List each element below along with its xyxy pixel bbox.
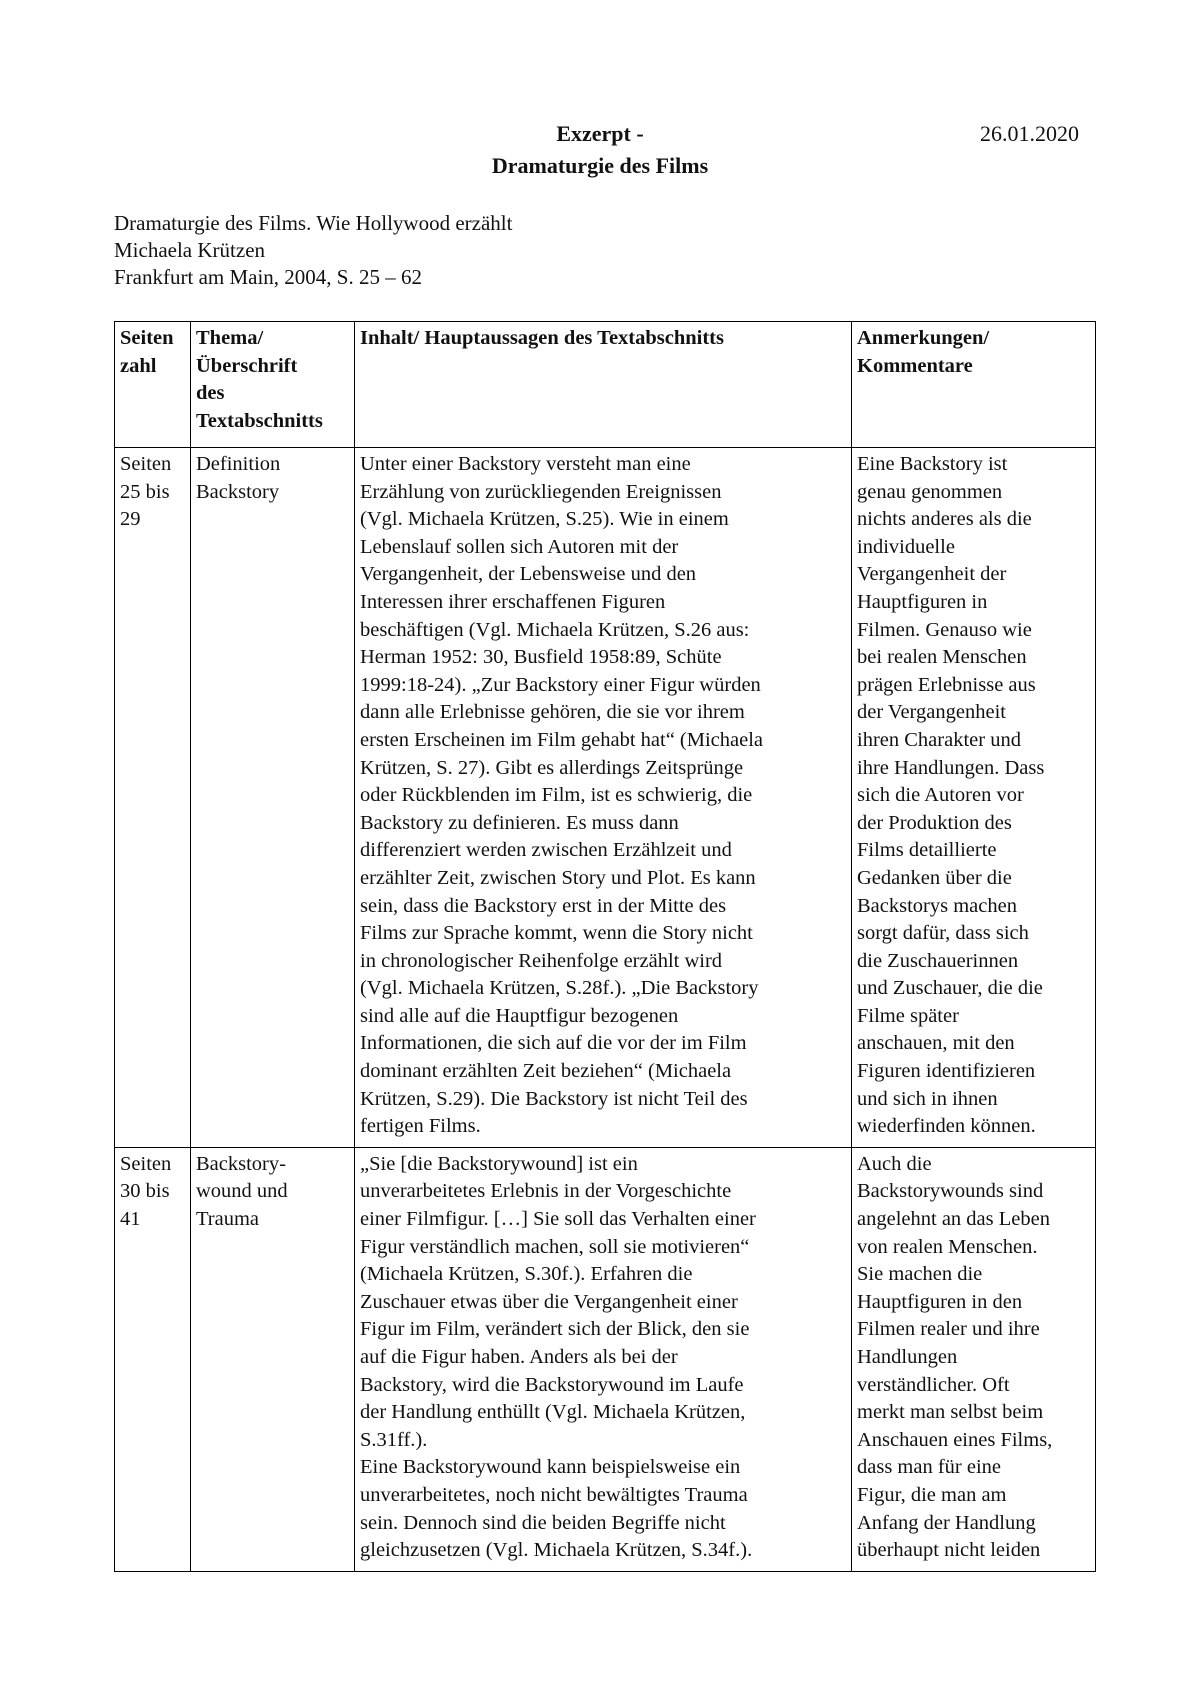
header-topic: Thema/ Überschrift des Textabschnitts [191,322,355,448]
table-row [115,448,1096,1148]
table-header-row [115,322,1096,448]
row-pages-cell: Seiten 30 bis 41 [115,1147,191,1571]
row-content-cell: Unter einer Backstory versteht man eine Erzählung von zurückliegenden Ereignissen (Vgl. Michaela Krützen, S.25). Wie in einem Lebenslauf sollen sich Autoren mit der Vergangenheit, der Lebensweise und den Interessen ihrer erschaffenen Figuren beschäftigen (Vgl. Michaela Krützen, S.26 aus: Herman 1952: 30, Busfield 1958:89, Schüte 1999:18-24). „Zur Backstory einer Figur würden dann alle Erlebnisse gehören, die sie vor ihrem ersten Erscheinen im Film gehabt hat“ (Michaela Krützen, S. 27). Gibt es allerdings Zeitsprünge oder Rückblenden im Film, ist es schwierig, die Backstory zu definieren. Es muss dann differenziert werden zwischen Erzählzeit und erzählter Zeit, zwischen Story und Plot. Es kann sein, dass die Backstory erst in der Mitte des Films zur Sprache kommt, wenn die Story nicht in chronologischer Reihenfolge erzählt wird (Vgl. Michaela Krützen, S.28f.). „Die Backstory sind alle auf die Hauptfigur bezogenen Informationen, die sich auf die vor der im Film dominant erzählten Zeit beziehen“ (Michaela Krützen, S.29). Die Backstory ist nicht Teil des fertigen Films. [355,448,852,1148]
source-author: Michaela Krützen [114,238,266,262]
source-reference [114,210,512,291]
row-content-cell: „Sie [die Backstorywound] ist ein unverarbeitetes Erlebnis in der Vorgeschichte einer Filmfigur. […] Sie soll das Verhalten einer Figur verständlich machen, soll sie motivieren“ (Michaela Krützen, S.30f.). Erfahren die Zuschauer etwas über die Vergangenheit einer Figur im Film, verändert sich der Blick, den sie auf die Figur haben. Anders als bei der Backstory, wird die Backstorywound im Laufe der Handlung enthüllt (Vgl. Michaela Krützen, S.31ff.). Eine Backstorywound kann beispielsweise ein unverarbeitetes, noch nicht bewältigtes Trauma sein. Dennoch sind die beiden Begriffe nicht gleichzusetzen (Vgl. Michaela Krützen, S.34f.). [355,1147,852,1571]
header-content: Inhalt/ Hauptaussagen des Textabschnitts [355,322,852,448]
title-line-1: Exzerpt - [556,121,644,146]
title-line-2: Dramaturgie des Films [491,153,709,178]
source-publication: Frankfurt am Main, 2004, S. 25 – 62 [114,265,422,289]
source-book-title: Dramaturgie des Films. Wie Hollywood erzählt [114,211,513,235]
header-pages: Seiten zahl [115,322,191,448]
excerpt-table [114,321,1096,1572]
table-row [115,1147,1096,1571]
row-notes-cell: Eine Backstory ist genau genommen nichts anderes als die individuelle Vergangenheit der Hauptfiguren in Filmen. Genauso wie bei realen Menschen prägen Erlebnisse aus der Vergangenheit ihren Charakter und ihre Handlungen. Dass sich die Autoren vor der Produktion des Films detaillierte Gedanken über die Backstorys machen sorgt dafür, dass sich die Zuschauerinnen und Zuschauer, die die Filme später anschauen, mit den Figuren identifizieren und sich in ihnen wiederfinden können. [852,448,1096,1148]
row-topic-cell: Backstory- wound und Trauma [191,1147,355,1571]
document-date: 26.01.2020 [980,121,1079,146]
row-pages-cell: Seiten 25 bis 29 [115,448,191,1148]
header-notes: Anmerkungen/ Kommentare [852,322,1096,448]
row-notes-cell: Auch die Backstorywounds sind angelehnt an das Leben von realen Menschen. Sie machen die Hauptfiguren in den Filmen realer und ihre Handlungen verständlicher. Oft merkt man selbst beim Anschauen eines Films, dass man für eine Figur, die man am Anfang der Handlung überhaupt nicht leiden [852,1147,1096,1571]
row-topic-cell: Definition Backstory [191,448,355,1148]
